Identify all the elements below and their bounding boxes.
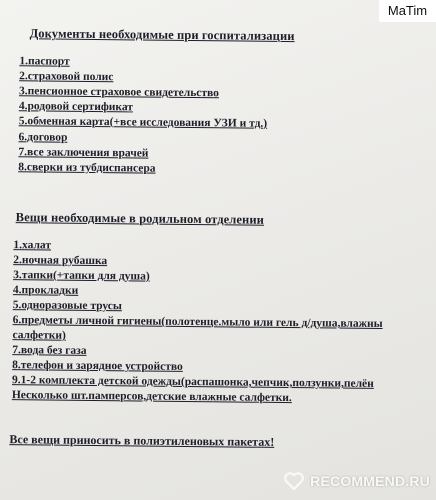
- documents-item-8: 8.сверки из тубдиспансера: [18, 161, 156, 175]
- documents-item-4: 4.родовой сертификат: [18, 100, 134, 114]
- documents-item-6: 6.договор: [18, 131, 68, 144]
- recommend-watermark: [284, 470, 430, 492]
- author-badge: MaTim: [379, 0, 436, 22]
- documents-title: Документы необходимые при госпитализации: [29, 26, 295, 44]
- things-item-7: 7.вода без газа: [12, 344, 87, 357]
- documents-item-1: 1.паспорт: [19, 55, 70, 68]
- recommend-logo-text: RECOMMEND.RU: [310, 473, 430, 489]
- documents-item-5: 5.обменная карта(+все исследования УЗИ и тд.): [18, 115, 268, 130]
- things-item-3: 3.тапки(+тапки для душа): [13, 269, 150, 283]
- things-item-5: 5.одноразовые трусы: [12, 299, 122, 313]
- things-item-8: 8.телефон и зарядное устройство: [12, 359, 183, 373]
- things-item-9-continued: Несколько шт.памперсов,детские влажные салфетки.: [11, 389, 292, 405]
- bags-notice: Все вещи приносить в полиэтиленовых пакетах!: [9, 432, 275, 449]
- documents-item-2: 2.страховой полис: [19, 70, 114, 84]
- documents-item-3: 3.пенсионное страховое свидетельство: [18, 85, 220, 100]
- things-item-2: 2.ночная рубашка: [13, 254, 108, 268]
- things-item-4: 4.прокладки: [12, 284, 79, 297]
- things-item-9: 9.1-2 комплекта детской одежды(распашонка,чепчик,ползунки,пелён: [11, 374, 374, 390]
- recommend-logo-icon: [284, 472, 304, 490]
- things-item-6-continued: салфетки): [12, 329, 66, 342]
- things-title: Вещи необходимые в родильном отделении: [15, 210, 265, 227]
- things-item-6: 6.предметы личной гигиены(полотенце.мыло или гель д/душа,влажны: [12, 314, 383, 331]
- documents-item-7: 7.все заключения врачей: [18, 146, 149, 160]
- things-item-1: 1.халат: [13, 239, 52, 252]
